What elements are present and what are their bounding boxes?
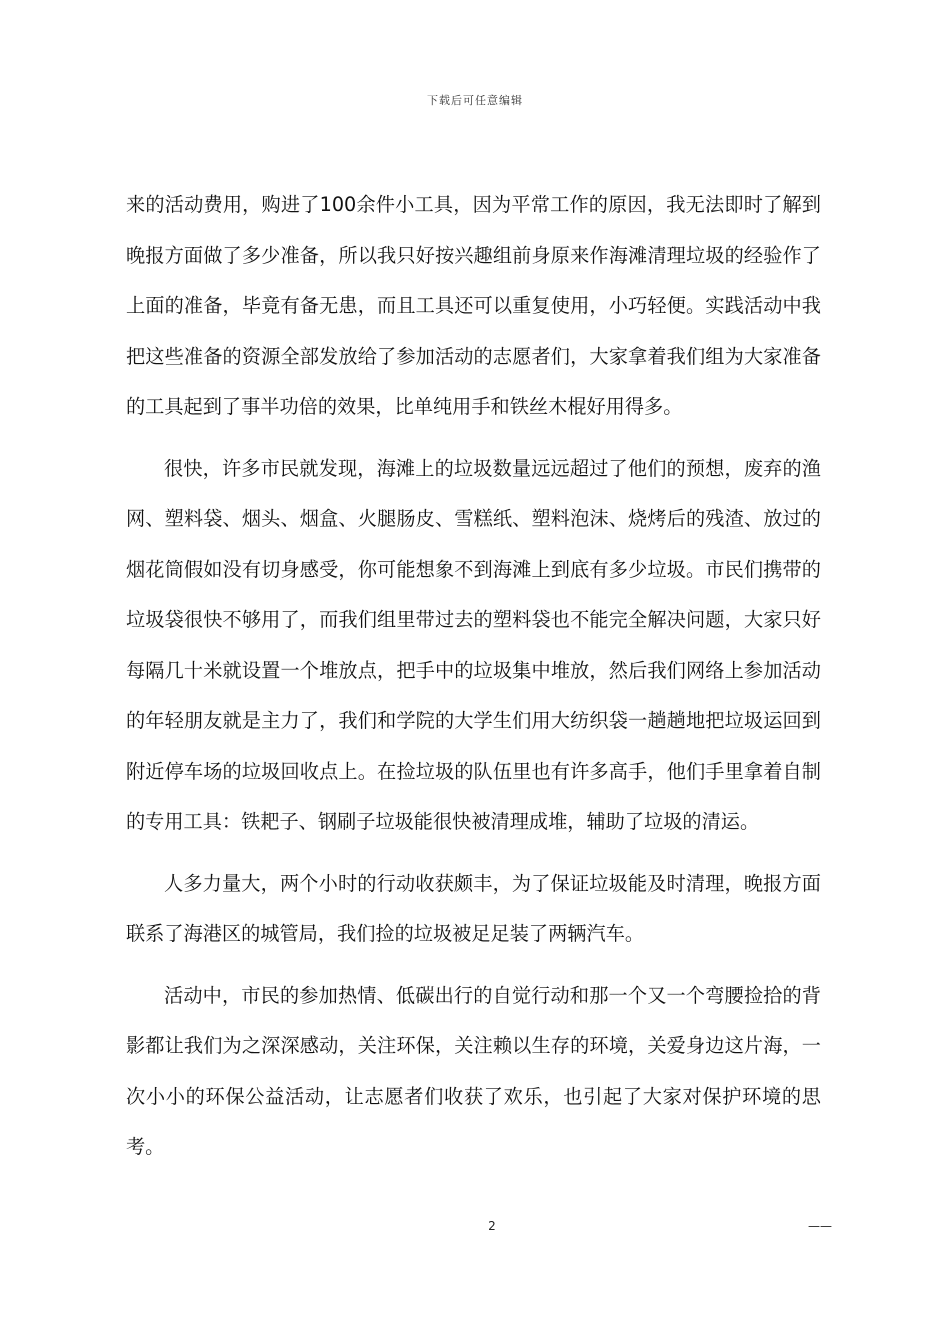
paragraph: 人多力量大，两个小时的行动收获颇丰，为了保证垃圾能及时清理，晚报方面联系了海港区的城管局，我们捡的垃圾被足足装了两辆汽车。 — [126, 871, 821, 945]
body-text — [126, 180, 821, 1173]
paragraph: 来的活动费用，购进了100余件小工具，因为平常工作的原因，我无法即时了解到晚报方面做了多少准备，所以我只好按兴趣组前身原来作海滩清理垃圾的经验作了上面的准备，毕竟有备无患，而且工具还可以重复使用，小巧轻便。实践活动中我把这些准备的资源全部发放给了参加活动的志愿者们，大家拿着我们组为大家准备的工具起到了事半功倍的效果，比单纯用手和铁丝木棍好用得多。 — [126, 193, 821, 418]
header-note: 下载后可任意编辑 — [427, 94, 523, 107]
footer-mark: —— — [808, 1219, 832, 1233]
page-number: 2 — [488, 1219, 496, 1233]
paragraph: 很快，许多市民就发现，海滩上的垃圾数量远远超过了他们的预想，废弃的渔网、塑料袋、烟头、烟盒、火腿肠皮、雪糕纸、塑料泡沫、烧烤后的残渣、放过的烟花筒假如没有切身感受，你可能想象不到海滩上到底有多少垃圾。市民们携带的垃圾袋很快不够用了，而我们组里带过去的塑料袋也不能完全解决问题，大家只好每隔几十米就设置一个堆放点，把手中的垃圾集中堆放，然后我们网络上参加活动的年轻朋友就是主力了，我们和学院的大学生们用大纺织袋一趟趟地把垃圾运回到附近停车场的垃圾回收点上。在捡垃圾的队伍里也有许多高手，他们手里拿着自制的专用工具：铁耙子、钢刷子垃圾能很快被清理成堆，辅助了垃圾的清运。 — [126, 456, 821, 833]
paragraph: 活动中，市民的参加热情、低碳出行的自觉行动和那一个又一个弯腰捡拾的背影都让我们为之深深感动，关注环保，关注赖以生存的环境，关爱身边这片海，一次小小的环保公益活动，让志愿者们收获了欢乐，也引起了大家对保护环境的思考。 — [126, 983, 821, 1158]
